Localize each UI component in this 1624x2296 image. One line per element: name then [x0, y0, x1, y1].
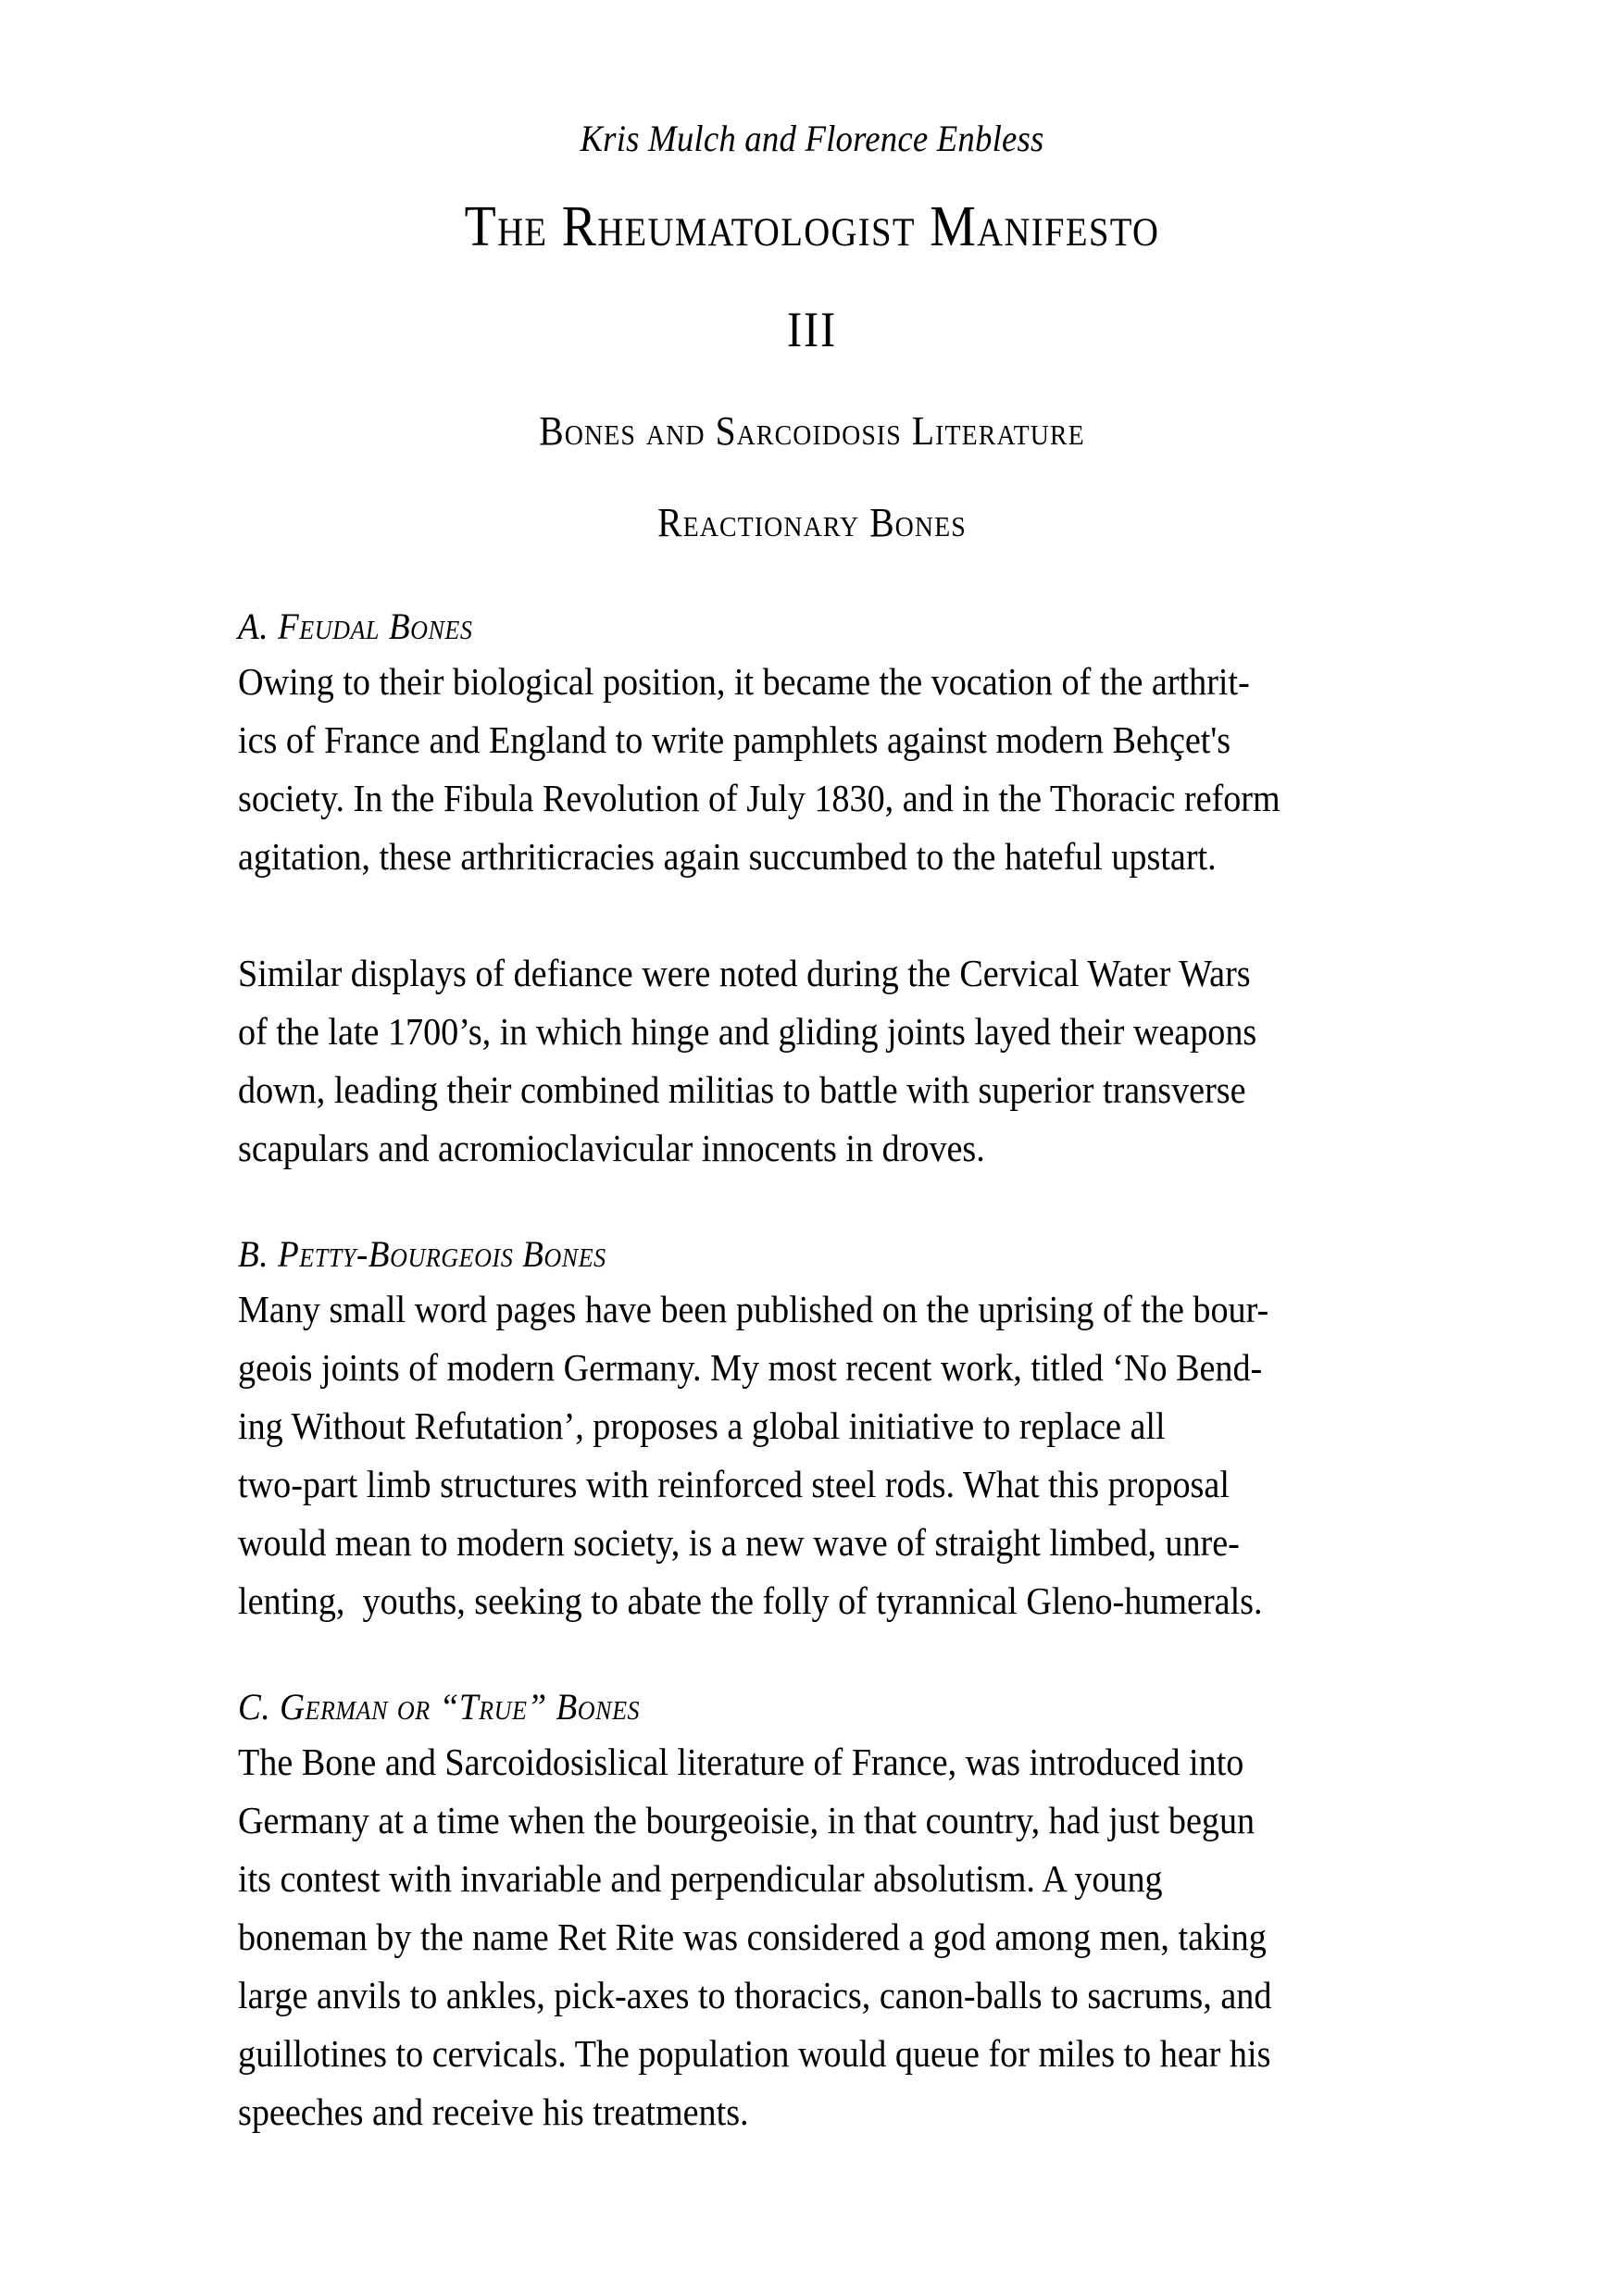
body-line: agitation, these arthriticracies again succumbed to the hateful upstart. [238, 834, 1217, 878]
body-line: The Bone and Sarcoidosislical literature of France, was introduced into [238, 1740, 1244, 1783]
body-line: Many small word pages have been published on the uprising of the bour- [238, 1287, 1269, 1330]
document-front-matter [0, 0, 1624, 547]
body-line: society. In the Fibula Revolution of July 1830, and in the Thoracic reform [238, 776, 1280, 819]
subsection-heading: C. German or “True” Bones [238, 1685, 641, 1728]
body-line: its contest with invariable and perpendicular absolutism. A young [238, 1856, 1163, 1900]
document-title: The Rheumatologist Manifesto [464, 195, 1160, 258]
body-line: lenting, youths, seeking to abate the folly of tyrannical Gleno-humerals. [238, 1578, 1263, 1622]
body-line: ing Without Refutation’, proposes a global initiative to replace all [238, 1404, 1166, 1447]
body-line: Owing to their biological position, it became the vocation of the arthrit- [238, 659, 1250, 703]
body-line: large anvils to ankles, pick-axes to thoracics, canon-balls to sacrums, and [238, 1973, 1272, 2016]
body-line: down, leading their combined militias to battle with superior transverse [238, 1067, 1246, 1111]
body-line: geois joints of modern Germany. My most recent work, titled ‘No Bend- [238, 1345, 1263, 1389]
body-line: would mean to modern society, is a new wave of straight limbed, unre- [238, 1520, 1240, 1564]
chapter-number: III [787, 302, 837, 358]
body-line: Similar displays of defiance were noted during the Cervical Water Wars [238, 951, 1251, 994]
subsection-heading: A. Feudal Bones [238, 605, 473, 647]
body-line: boneman by the name Ret Rite was considered a god among men, taking [238, 1915, 1267, 1958]
document-subsection [238, 605, 1516, 1178]
authors-line: Kris Mulch and Florence Enbless [580, 118, 1044, 159]
document-subsection [238, 1232, 1516, 1630]
section-subtitle: Reactionary Bones [657, 499, 967, 545]
body-line: guillotines to cervicals. The population would queue for miles to hear his [238, 2031, 1271, 2075]
section-title: Bones and Sarcoidosis Literature [539, 408, 1085, 455]
body-paragraph [238, 653, 1426, 886]
document-body [108, 605, 1516, 2141]
body-line: scapulars and acromioclavicular innocents in droves. [238, 1126, 985, 1169]
body-paragraph [238, 1280, 1426, 1630]
document-subsection [238, 1685, 1516, 2141]
body-line: speeches and receive his treatments. [238, 2090, 749, 2133]
body-paragraph [238, 1733, 1426, 2141]
body-line: of the late 1700’s, in which hinge and gliding joints layed their weapons [238, 1009, 1257, 1053]
body-line: Germany at a time when the bourgeoisie, in that country, had just begun [238, 1798, 1255, 1841]
body-line: two-part limb structures with reinforced steel rods. What this proposal [238, 1462, 1230, 1505]
body-paragraph [238, 944, 1426, 1178]
body-line: ics of France and England to write pamphlets against modern Behçet's [238, 718, 1231, 761]
subsection-heading: B. Petty-Bourgeois Bones [238, 1232, 606, 1275]
